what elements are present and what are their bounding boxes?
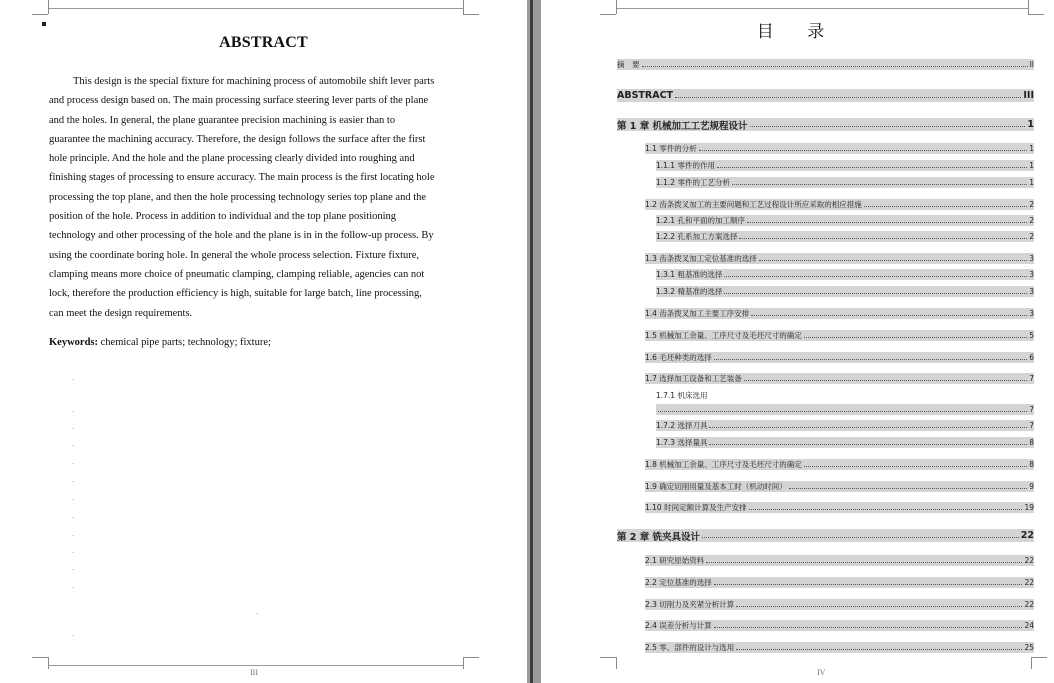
toc-entry[interactable] (645, 599, 1034, 610)
abstract-body (49, 72, 461, 323)
toc-entry[interactable] (645, 502, 1034, 513)
toc-entry[interactable] (645, 143, 1034, 154)
toc-leader-dots (751, 315, 1027, 316)
page-number: IV (817, 668, 826, 677)
toc-entry[interactable] (656, 231, 1034, 242)
paragraph-mark: . (72, 512, 75, 520)
toc-entry[interactable] (656, 177, 1034, 188)
toc-entry-page: 22 (1024, 578, 1034, 587)
toc-entry-label: 1.1.1 零件的作用 (656, 161, 715, 170)
toc-leader-dots (732, 184, 1027, 185)
toc-leader-dots (750, 126, 1026, 127)
paragraph-mark: . (72, 423, 75, 431)
toc-entry-label: 2.1 研究原始资料 (645, 556, 705, 565)
toc-entry[interactable] (656, 390, 709, 401)
toc-entry-label: 1.7.3 选择量具 (656, 438, 708, 447)
gutter-divider (530, 0, 533, 683)
toc-entry-label: 1.7 选择加工设备和工艺装备 (645, 374, 742, 383)
toc-entry[interactable] (645, 459, 1034, 470)
toc-entry-label: 1.2.1 孔和平面的加工顺序 (656, 216, 745, 225)
list-bullet-icon (42, 22, 46, 26)
abstract-line: finishing stages of processing to ensure accuracy. The main process is the first locating hole (49, 172, 435, 184)
toc-leader-dots (747, 222, 1027, 223)
paragraph-mark: . (72, 530, 75, 538)
toc-entry-page: 22 (1024, 600, 1034, 609)
toc-entry-page: 1 (1029, 178, 1034, 187)
toc-entry-label: 2.3 切削力及夹紧分析计算 (645, 600, 735, 609)
toc-leader-dots (749, 509, 1023, 510)
crop-mark (48, 657, 49, 669)
abstract-title: ABSTRACT (219, 34, 308, 51)
toc-entry-label: 摘 要 (617, 60, 640, 69)
toc-page (541, 0, 1054, 683)
toc-leader-dots (714, 584, 1023, 585)
toc-entry-page: 25 (1024, 643, 1034, 652)
toc-leader-dots (675, 97, 1021, 98)
paragraph-mark: . (72, 547, 75, 555)
toc-entry[interactable] (617, 529, 1034, 542)
toc-entry-page: 2 (1029, 232, 1034, 241)
toc-entry-page: 8 (1029, 438, 1034, 447)
crop-mark (600, 657, 616, 658)
keywords-text: chemical pipe parts; technology; fixture; (100, 337, 271, 348)
paragraph-mark: . (72, 374, 75, 382)
toc-entry[interactable] (645, 352, 1034, 363)
toc-leader-dots (714, 627, 1023, 628)
toc-entry[interactable] (645, 620, 1034, 631)
toc-entry-label: 1.7.1 机床选用 (656, 391, 708, 400)
toc-leader-dots (717, 167, 1027, 168)
toc-entry-page: 2 (1029, 200, 1034, 209)
toc-entry[interactable] (617, 59, 1034, 70)
toc-entry-label: 1.10 时间定额计算及生产安排 (645, 503, 747, 512)
toc-leader-dots (709, 444, 1027, 445)
toc-entry[interactable] (656, 437, 1034, 448)
crop-mark (463, 657, 479, 658)
abstract-line: This design is the special fixture for machining process of automobile shift lever parts (73, 76, 435, 87)
crop-mark (463, 657, 464, 669)
toc-entry-label: 1.2 齿条拨叉加工的主要问题和工艺过程设计所应采取的相应措施 (645, 200, 862, 209)
toc-entry-page: 1 (1029, 161, 1034, 170)
abstract-line: processing the top plane, and then the hole processing technology series top plane and the (49, 191, 427, 203)
toc-entry[interactable] (656, 160, 1034, 171)
toc-leader-dots (736, 649, 1022, 650)
paragraph-mark: . (72, 582, 75, 590)
paragraph-mark: . (72, 458, 75, 466)
toc-entry[interactable] (656, 404, 1034, 415)
toc-entry-label: 第 2 章 铣夹具设计 (617, 531, 701, 543)
crop-mark (32, 14, 48, 15)
crop-mark (48, 0, 49, 14)
abstract-line: and the holes. In general, the plane guarantee precision machining is easier than to (49, 114, 396, 126)
paragraph-mark: . (72, 630, 75, 638)
toc-leader-dots (789, 488, 1027, 489)
toc-entry-page: 1 (1029, 144, 1034, 153)
toc-leader-dots (699, 150, 1027, 151)
toc-entry-label: 1.1 零件的分析 (645, 144, 697, 153)
crop-mark (616, 657, 617, 669)
paragraph-mark: . (72, 494, 75, 502)
paragraph-mark: . (72, 406, 75, 414)
toc-entry-label: 1.2.2 孔系加工方案选择 (656, 232, 738, 241)
toc-entry-page: 9 (1029, 482, 1034, 491)
toc-entry[interactable] (645, 373, 1034, 384)
keywords-line (49, 337, 271, 348)
toc-entry-label: 2.4 误差分析与计算 (645, 621, 712, 630)
toc-entry-label: ABSTRACT (617, 90, 674, 101)
crop-mark (463, 0, 464, 14)
abstract-line: and process design based on. The main processing surface steering lever parts of the plane (49, 95, 429, 107)
toc-leader-dots (736, 606, 1022, 607)
toc-entry-page: 3 (1029, 309, 1034, 318)
toc-leader-dots (714, 359, 1027, 360)
toc-entry-label: 第 1 章 机械加工工艺规程设计 (617, 120, 748, 132)
toc-entry-page: 7 (1029, 421, 1034, 430)
abstract-line: guarantee the machining accuracy. Therefore, the design follows the surface after the first (49, 133, 426, 145)
toc-entry-page: 5 (1029, 331, 1034, 340)
footer-rule (48, 665, 463, 666)
toc-title: 目 录 (756, 22, 839, 42)
toc-entry-page: 7 (1029, 405, 1034, 414)
toc-leader-dots (804, 337, 1027, 338)
crop-mark (1031, 657, 1047, 658)
toc-entry[interactable] (645, 308, 1034, 319)
toc-entry-label: 1.7.2 选择刀具 (656, 421, 708, 430)
toc-entry-page: 22 (1024, 556, 1034, 565)
toc-entry[interactable] (617, 89, 1034, 102)
crop-mark (463, 14, 479, 15)
toc-leader-dots (739, 238, 1027, 239)
toc-entry[interactable] (617, 118, 1034, 131)
abstract-line: hole principle. And the hole and the plane processing clearly divided into roughing and (49, 153, 415, 165)
keywords-label: Keywords: (49, 337, 98, 348)
page-number: III (250, 668, 258, 677)
toc-entry[interactable] (645, 330, 1034, 341)
paragraph-mark: . (256, 608, 259, 616)
toc-entry[interactable] (645, 481, 1034, 492)
toc-entry-page: 19 (1024, 503, 1034, 512)
toc-entry-label: 1.9 确定切削用量及基本工时（机动时间） (645, 482, 787, 491)
toc-entry-page: II (1029, 60, 1034, 69)
toc-entry-page: 2 (1029, 216, 1034, 225)
toc-leader-dots (702, 537, 1019, 538)
toc-entry-label: 1.6 毛坯种类的选择 (645, 353, 712, 362)
toc-entry-label: 2.5 零、部件的设计与选用 (645, 643, 735, 652)
toc-entry[interactable] (656, 215, 1034, 226)
toc-entry-page: 8 (1029, 460, 1034, 469)
toc-entry-label: 1.1.2 零件的工艺分析 (656, 178, 730, 187)
toc-entry[interactable] (645, 642, 1034, 653)
toc-leader-dots (658, 411, 1027, 412)
abstract-line: can meet the design requirements. (49, 307, 193, 319)
header-rule (48, 8, 463, 9)
toc-entry-label: 1.5 机械加工余量、工序尺寸及毛坯尺寸的确定 (645, 331, 802, 340)
toc-entry-page: 1 (1027, 119, 1034, 130)
abstract-line: using the coordinate boring hole. In general the whole process selection. Fixture fixture, (49, 249, 420, 261)
paragraph-mark: . (72, 440, 75, 448)
toc-leader-dots (642, 66, 1028, 67)
toc-leader-dots (724, 293, 1027, 294)
crop-mark (600, 14, 616, 15)
toc-entry-page: 22 (1020, 530, 1034, 541)
abstract-line: technology and other processing of the hole and the plane is in in the follow-up process. By (49, 230, 434, 242)
toc-entry-label: 1.4 齿条拨叉加工主要工序安排 (645, 309, 750, 318)
abstract-line: position of the hole. Process in addition to individual and the top plane positioning (49, 211, 397, 223)
crop-mark (1028, 14, 1044, 15)
toc-entry[interactable] (645, 577, 1034, 588)
toc-leader-dots (744, 380, 1027, 381)
paragraph-mark: . (72, 564, 75, 572)
crop-mark (1031, 657, 1032, 669)
toc-leader-dots (759, 260, 1027, 261)
toc-entry-label: 1.8 机械加工余量、工序尺寸及毛坯尺寸的确定 (645, 460, 802, 469)
toc-entry[interactable] (656, 420, 1034, 431)
abstract-line: lock, therefore the production efficiency is high, suitable for large batch, line processing, (49, 288, 422, 300)
toc-leader-dots (706, 562, 1022, 563)
crop-mark (1028, 0, 1029, 14)
toc-entry-page: 6 (1029, 353, 1034, 362)
crop-mark (616, 0, 617, 14)
crop-mark (32, 657, 48, 658)
paragraph-mark: . (72, 476, 75, 484)
toc-leader-dots (804, 466, 1027, 467)
toc-leader-dots (724, 276, 1027, 277)
toc-entry-page: 3 (1029, 287, 1034, 296)
toc-entry-page: 7 (1029, 374, 1034, 383)
toc-entry-page: 3 (1029, 254, 1034, 263)
toc-entry[interactable] (656, 286, 1034, 297)
toc-entry-label: 2.2 定位基准的选择 (645, 578, 712, 587)
abstract-line: clamping means more choice of pneumatic clamping, clamping reliable, agencies can not (49, 268, 425, 280)
toc-entry-page: 3 (1029, 270, 1034, 279)
toc-entry[interactable] (645, 555, 1034, 566)
toc-entry[interactable] (645, 253, 1034, 264)
header-rule (616, 8, 1028, 9)
toc-entry-label: 1.3.1 粗基准的选择 (656, 270, 723, 279)
toc-entry[interactable] (645, 199, 1034, 210)
toc-entry[interactable] (656, 269, 1034, 280)
toc-leader-dots (864, 206, 1027, 207)
toc-entry-label: 1.3.2 精基准的选择 (656, 287, 723, 296)
toc-entry-label: 1.3 齿条拨叉加工定位基准的选择 (645, 254, 757, 263)
toc-entry-page: III (1023, 90, 1034, 101)
toc-leader-dots (709, 427, 1027, 428)
toc-entry-page: 24 (1024, 621, 1034, 630)
